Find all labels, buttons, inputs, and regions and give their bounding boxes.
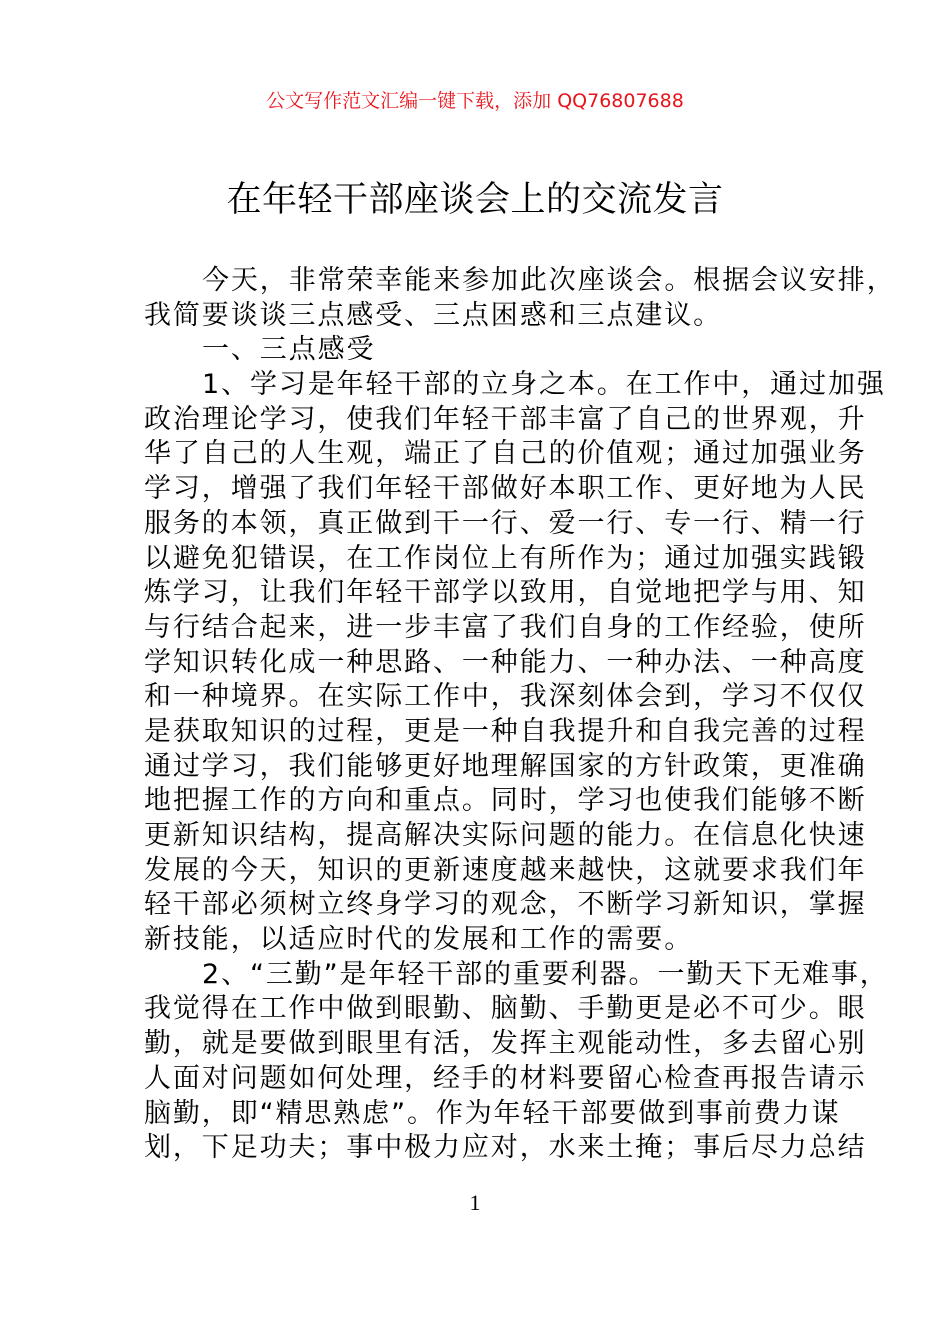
paragraph-line: 勤，就是要做到眼里有活，发挥主观能动性，多去留心别 (144, 1028, 867, 1060)
page-number: 1 (469, 1190, 481, 1215)
section-heading: 一、三点感受 (202, 334, 376, 366)
paragraph-line: 发展的今天，知识的更新速度越来越快，这就要求我们年 (144, 854, 867, 886)
paragraph-line: 我觉得在工作中做到眼勤、脑勤、手勤更是必不可少。眼 (144, 993, 867, 1025)
document-title: 在年轻干部座谈会上的交流发言 (226, 180, 724, 220)
paragraph-line: 是获取知识的过程，更是一种自我提升和自我完善的过程 (144, 715, 867, 747)
paragraph-line: 通过学习，我们能够更好地理解国家的方针政策，更准确 (144, 750, 867, 782)
paragraph-line: 2、“三勤”是年轻干部的重要利器。一勤天下无难事， (202, 958, 889, 990)
paragraph-line: 华了自己的人生观，端正了自己的价值观；通过加强业务 (144, 438, 867, 470)
paragraph-line: 政治理论学习，使我们年轻干部丰富了自己的世界观，升 (144, 403, 867, 435)
paragraph-line: 与行结合起来，进一步丰富了我们自身的工作经验，使所 (144, 611, 867, 643)
paragraph-line: 脑勤，即“精思熟虑”。作为年轻干部要做到事前费力谋 (144, 1097, 841, 1129)
paragraph-line: 划，下足功夫；事中极力应对，水来土掩；事后尽力总结 (144, 1132, 867, 1164)
paragraph-line: 今天，非常荣幸能来参加此次座谈会。根据会议安排， (202, 265, 896, 296)
paragraph-line: 我简要谈谈三点感受、三点困惑和三点建议。 (144, 299, 722, 331)
paragraph-line: 新技能，以适应时代的发展和工作的需要。 (144, 924, 694, 956)
paragraph-line: 和一种境界。在实际工作中，我深刻体会到，学习不仅仅 (144, 681, 867, 713)
paragraph-line: 学知识转化成一种思路、一种能力、一种办法、一种高度 (144, 646, 867, 678)
paragraph-line: 人面对问题如何处理，经手的材料要留心检查再报告请示 (144, 1062, 867, 1094)
paragraph-line: 服务的本领，真正做到干一行、爱一行、专一行、精一行 (144, 507, 867, 539)
paragraph-line: 学习，增强了我们年轻干部做好本职工作、更好地为人民 (144, 473, 867, 505)
paragraph-line: 以避免犯错误，在工作岗位上有所作为；通过加强实践锻 (144, 542, 867, 574)
paragraph-line: 炼学习，让我们年轻干部学以致用，自觉地把学与用、知 (144, 577, 867, 609)
paragraph-line: 1、学习是年轻干部的立身之本。在工作中，通过加强 (202, 369, 886, 401)
document-body (144, 264, 896, 1166)
paragraph-line: 轻干部必须树立终身学习的观念，不断学习新知识，掌握 (144, 889, 867, 921)
paragraph-line: 更新知识结构，提高解决实际问题的能力。在信息化快速 (144, 820, 867, 851)
header-download-note: 公文写作范文汇编一键下载，添加 QQ76807688 (266, 90, 684, 112)
paragraph-line: 地把握工作的方向和重点。同时，学习也使我们能够不断 (144, 785, 867, 817)
